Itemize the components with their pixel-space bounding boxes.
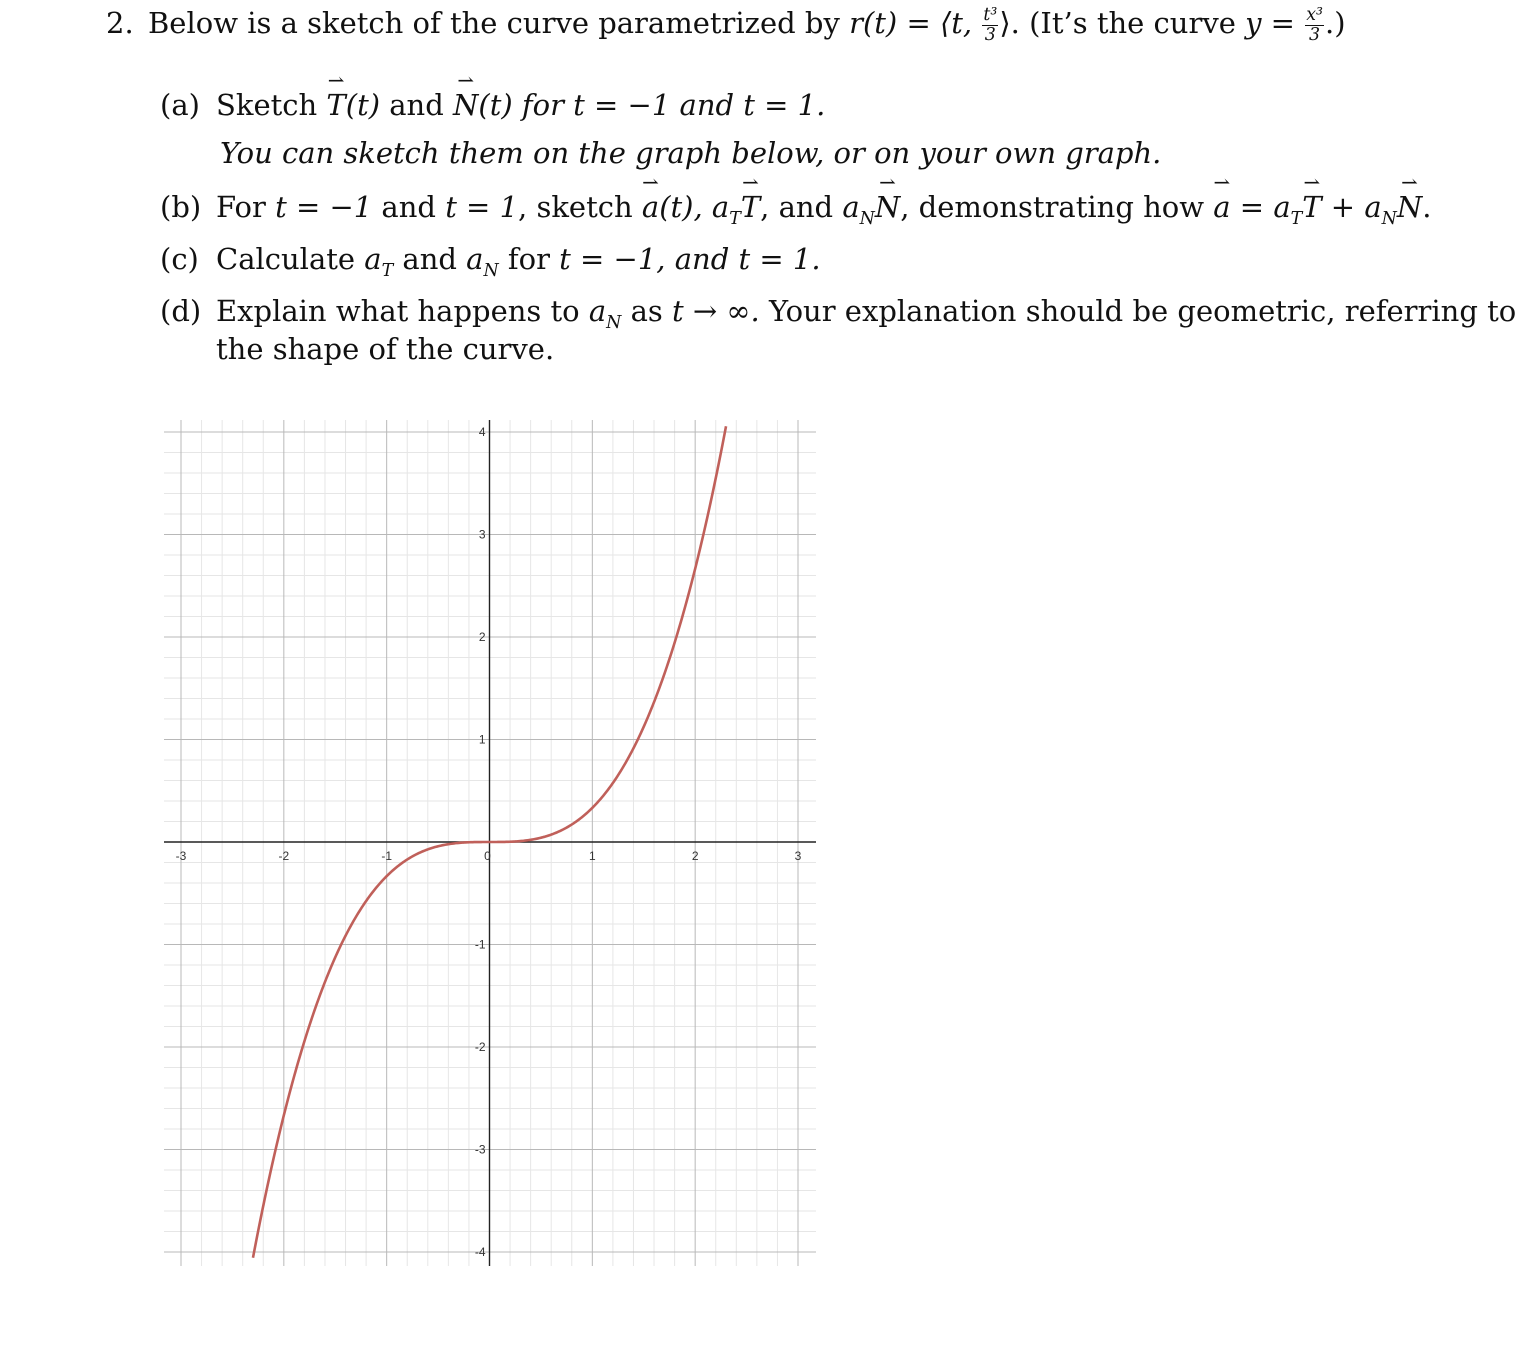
N-vector-b2: ⇀ N — [1397, 190, 1422, 224]
part-b-label: (b) — [160, 190, 202, 224]
equals: = — [1230, 190, 1274, 224]
part-a-text: Sketch — [216, 88, 327, 122]
intro-end: .) — [1324, 6, 1346, 40]
part-a-condition: t = −1 and t = 1. — [573, 88, 826, 122]
part-c-calc: Calculate — [216, 242, 365, 276]
N-vector: ⇀ N — [453, 88, 478, 122]
part-d-label: (d) — [160, 294, 202, 328]
part-c-label: (c) — [160, 242, 199, 276]
T-vector: ⇀ T — [326, 88, 345, 122]
a-vector-2: ⇀ a — [1213, 190, 1230, 224]
y-tick-label: -4 — [474, 1245, 486, 1259]
part-d-limit: t → ∞. — [671, 294, 760, 328]
r-param: (t) = ⟨t, — [862, 6, 982, 40]
part-d-rest: Your explanation should be geometric, referring to — [759, 294, 1517, 328]
intro-text: Below is a sketch of the curve parametrized by — [148, 6, 850, 40]
N-vector-b: ⇀ N — [875, 190, 900, 224]
x-tick-label: 2 — [691, 849, 699, 863]
t-arg: (t) — [345, 88, 381, 122]
plus: + — [1321, 190, 1365, 224]
c-aT: a — [364, 242, 382, 276]
frac-numerator-x: x³ — [1306, 5, 1323, 26]
part-d-line-2: the shape of the curve. — [216, 332, 555, 366]
aN-a: a — [842, 190, 860, 224]
part-b-cond-1: t = −1 — [275, 190, 373, 224]
aT-sub: T — [729, 208, 741, 229]
d-aN: a — [588, 294, 607, 328]
problem-number: 2. — [106, 6, 134, 40]
part-a-note: You can sketch them on the graph below, or on your own graph. — [220, 136, 1162, 170]
T-vector-b: ⇀ T — [741, 190, 760, 224]
frac-denominator-x: 3 — [1309, 24, 1321, 45]
part-b-and: and — [372, 190, 446, 224]
y-tick-label: 1 — [478, 732, 486, 747]
x-tick-label: 0 — [484, 849, 491, 863]
part-b-sketch: , sketch — [518, 190, 642, 224]
frac-denominator: 3 — [984, 24, 996, 45]
a-arg: (t), — [659, 190, 712, 224]
period: . — [1422, 190, 1432, 224]
c-aT-sub: T — [381, 260, 394, 281]
d-aN-sub: N — [606, 312, 622, 333]
frac-numerator: t³ — [983, 5, 998, 26]
y-tick-label: 4 — [478, 425, 486, 439]
x-tick-label: 3 — [794, 849, 802, 863]
x-tick-label: -1 — [381, 849, 393, 863]
y-tick-label: 3 — [478, 527, 486, 542]
a-vector: ⇀ a — [642, 190, 659, 224]
y-equals: y = — [1245, 6, 1305, 40]
r-vector: ⇀ r — [849, 6, 863, 40]
part-b-for: For — [216, 190, 276, 224]
part-d-as: as — [621, 294, 672, 328]
intro-mid: ⟩. (It’s the curve — [999, 6, 1246, 40]
x-tick-label: -2 — [278, 849, 290, 863]
x-tick-label: -3 — [175, 849, 187, 863]
part-a-and: and — [380, 88, 454, 122]
part-a-for: (t) for — [478, 88, 574, 122]
x-tick-label: 1 — [588, 849, 596, 863]
part-d-explain: Explain what happens to — [216, 294, 589, 328]
c-aN: a — [466, 242, 484, 276]
y-tick-label: 2 — [478, 630, 486, 644]
part-b-and-2: , and — [760, 190, 843, 224]
aT2-sub: T — [1290, 208, 1303, 229]
aT-a: a — [711, 190, 730, 224]
y-tick-label: -1 — [474, 937, 486, 952]
part-c-cond: t = −1, and t = 1. — [559, 242, 821, 276]
part-b-demo: , demonstrating how — [900, 190, 1214, 224]
part-c-for: for — [498, 242, 560, 276]
y-tick-label: -3 — [474, 1142, 486, 1157]
y-tick-label: -2 — [474, 1040, 486, 1054]
aN2-sub: N — [1381, 208, 1397, 229]
aN2-a: a — [1364, 190, 1382, 224]
T-vector-b2: ⇀ T — [1302, 190, 1321, 224]
part-c-and: and — [393, 242, 467, 276]
aN-sub: N — [859, 208, 875, 229]
aT2-a: a — [1273, 190, 1291, 224]
c-aN-sub: N — [483, 260, 499, 281]
part-b-cond-2: t = 1 — [445, 190, 519, 224]
part-a-label: (a) — [160, 88, 200, 122]
